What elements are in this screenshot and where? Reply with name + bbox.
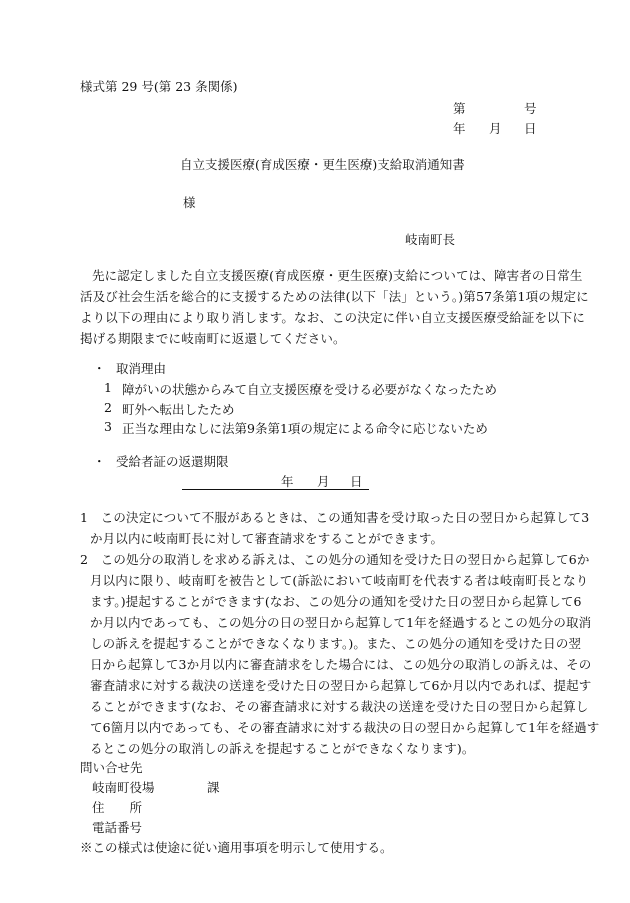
note-line: るとこの処分の取消しの訴えを提起することができなくなります)。 — [90, 741, 475, 756]
deadline-day: 日 — [350, 474, 363, 489]
deadline-month: 月 — [317, 474, 330, 489]
body-line: 活及び社会生活を総合的に支援するための法律(以下「法」という。)第57条第1項の規定に — [80, 289, 589, 304]
reason-text: 町外へ転出したため — [122, 402, 235, 417]
footnote: ※この様式は使途に従い適用事項を明示して使用する。 — [80, 840, 393, 855]
contact-heading: 問い合せ先 — [80, 760, 143, 775]
reasons-heading: 取消理由 — [116, 361, 167, 376]
reason-text: 障がいの状態からみて自立支援医療を受ける必要がなくなったため — [122, 382, 498, 397]
doc-date-month: 月 — [489, 121, 502, 136]
deadline-year: 年 — [281, 474, 294, 489]
document-title: 自立支援医療(育成医療・更生医療)支給取消通知書 — [180, 157, 465, 172]
note-line: か月以内であっても、この処分の日の翌日から起算して1年を経過するとこの処分の取消 — [90, 615, 592, 630]
doc-date-year: 年 — [453, 121, 466, 136]
body-line: 先に認定しました自立支援医療(育成医療・更生医療)支給については、障害者の日常生 — [92, 268, 583, 283]
body-line: より以下の理由により取り消します。なお、この決定に伴い自立支援医療受給証を以下に — [80, 310, 586, 325]
note-line: 2 この処分の取消しを求める訴えは、この処分の通知を受けた日の翌日から起算して6か — [80, 552, 590, 567]
note-line: 審査請求に対する裁決の送達を受けた日の翌日から起算して6か月以内であれば、提起す — [90, 678, 592, 693]
note-line: て6箇月以内であっても、その審査請求に対する裁決の日の翌日から起算して1年を経過す — [90, 720, 600, 735]
deadline-underline — [182, 489, 369, 490]
body-line: 掲げる期限までに岐南町に返還してください。 — [80, 331, 346, 346]
addressee-suffix: 様 — [183, 195, 196, 210]
reason-number: 3 — [104, 419, 112, 434]
deadline-bullet: ・ — [93, 454, 106, 469]
doc-date-day: 日 — [524, 121, 537, 136]
note-line: 月以内に限り、岐南町を被告として(訴訟において岐南町を代表する者は岐南町長となり — [90, 573, 589, 588]
contact-phone-label: 電話番号 — [92, 820, 143, 835]
contact-section: 課 — [207, 780, 220, 795]
reason-text: 正当な理由なしに法第9条第1項の規定による命令に応じないため — [122, 421, 488, 436]
contact-address-label: 住 所 — [92, 800, 143, 815]
note-line: しの訴えを提起することができなくなります。)。また、この処分の通知を受けた日の翌 — [90, 636, 582, 651]
doc-number-go: 号 — [524, 101, 537, 116]
reason-number: 1 — [104, 380, 112, 395]
note-line: ることができます(なお、その審査請求に対する裁決の送達を受けた日の翌日から起算し — [90, 699, 589, 714]
note-line: 日から起算して3か月以内に審査請求をした場合には、この処分の取消しの訴えは、その — [90, 657, 592, 672]
doc-number-dai: 第 — [453, 101, 466, 116]
deadline-heading: 受給者証の返還期限 — [116, 454, 229, 469]
issuer: 岐南町長 — [405, 232, 456, 247]
note-line: 1 この決定について不服があるときは、この通知書を受け取った日の翌日から起算して3 — [80, 510, 590, 525]
reason-number: 2 — [104, 400, 112, 415]
note-line: ます。)提起することができます(なお、この処分の通知を受けた日の翌日から起算して6 — [90, 594, 582, 609]
reasons-bullet: ・ — [93, 361, 106, 376]
form-number: 様式第 29 号(第 23 条関係) — [80, 79, 238, 94]
note-line: か月以内に岐南町長に対して審査請求をすることができます。 — [90, 531, 444, 546]
contact-office: 岐南町役場 — [92, 780, 155, 795]
